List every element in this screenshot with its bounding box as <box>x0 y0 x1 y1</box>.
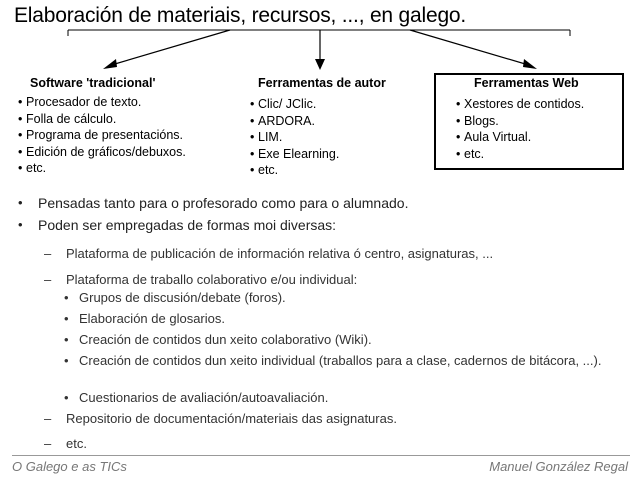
sub-sub-item: • Cuestionarios de avaliación/autoavaliación. <box>64 390 329 405</box>
column-heading-web: Ferramentas Web <box>474 76 579 90</box>
bullet-icon: • <box>456 146 461 161</box>
sub-item: – etc. <box>44 436 87 451</box>
list-item: • etc. <box>250 163 279 178</box>
main-bullet: • Poden ser empregadas de formas moi diversas: <box>18 217 337 233</box>
bullet-icon: • <box>18 144 23 159</box>
dash-icon: – <box>44 246 52 261</box>
list-item: • Exe Elearning. <box>250 146 340 161</box>
footer-left-text: O Galego e as TICs <box>12 459 127 474</box>
sub-item: – Plataforma de publicación de información relativa ó centro, asignaturas, ... <box>44 246 494 261</box>
bullet-icon: • <box>64 311 69 326</box>
bullet-icon: • <box>18 128 23 143</box>
bullet-icon: • <box>250 113 255 128</box>
bullet-icon: • <box>250 146 255 161</box>
bullet-icon: • <box>456 97 461 111</box>
arrow-left <box>108 30 230 66</box>
list-item: • Xestores de contidos. <box>456 97 585 111</box>
column-list-software <box>18 94 186 177</box>
slide-title: Elaboración de materiais, recursos, ..., en galego. <box>14 4 467 27</box>
list-item: • ARDORA. <box>250 113 315 128</box>
bullet-icon: • <box>456 113 461 128</box>
bullet-icon: • <box>64 390 69 405</box>
column-heading-software: Software 'tradicional' <box>30 76 156 90</box>
bullet-icon: • <box>64 290 69 305</box>
bullet-icon: • <box>18 95 23 109</box>
list-item: • Programa de presentacións. <box>18 128 184 143</box>
bullet-icon: • <box>18 111 23 126</box>
bullet-icon: • <box>64 332 69 347</box>
sub-item: – Plataforma de traballo colaborativo e/ou individual: <box>44 272 358 287</box>
dash-icon: – <box>44 436 52 451</box>
bullet-icon: • <box>456 130 461 145</box>
list-item: • Clic/ JClic. <box>250 97 317 111</box>
list-item: • Aula Virtual. <box>456 130 532 145</box>
column-heading-authoring: Ferramentas de autor <box>258 76 386 90</box>
sub-item: – Repositorio de documentación/materiais das asignaturas. <box>44 411 397 426</box>
bullet-icon: • <box>18 161 23 176</box>
list-item: • Folla de cálculo. <box>18 111 117 126</box>
bullet-icon: • <box>18 217 23 232</box>
list-item: • Procesador de texto. <box>18 95 142 109</box>
dash-icon: – <box>44 411 52 426</box>
branch-arrows <box>0 0 640 80</box>
bullet-icon: • <box>250 163 255 178</box>
footer-divider <box>12 455 630 456</box>
list-item: • etc. <box>18 161 47 176</box>
bullet-icon: • <box>250 97 255 111</box>
bullet-icon: • <box>18 195 23 210</box>
column-list-authoring <box>250 96 339 179</box>
list-item: • Edición de gráficos/debuxos. <box>18 144 186 159</box>
sub-sub-item: • Creación de contidos dun xeito colaborativo (Wiki). <box>64 332 372 347</box>
main-bullet: • Pensadas tanto para o profesorado como para o alumnado. <box>18 195 409 211</box>
list-item: • LIM. <box>250 130 283 145</box>
list-item: • Blogs. <box>456 113 499 128</box>
arrow-right <box>410 30 532 66</box>
footer-right-text: Manuel González Regal <box>489 459 628 474</box>
sub-sub-item: • Creación de contidos dun xeito individual (traballos para a clase, cadernos de bitácora, ...). <box>64 353 602 368</box>
bullet-icon: • <box>64 353 69 368</box>
bullet-icon: • <box>250 130 255 145</box>
sub-sub-item: • Elaboración de glosarios. <box>64 311 225 326</box>
sub-sub-item: • Grupos de discusión/debate (foros). <box>64 290 286 305</box>
column-list-web <box>456 96 584 162</box>
list-item: • etc. <box>456 146 485 161</box>
dash-icon: – <box>44 272 52 287</box>
